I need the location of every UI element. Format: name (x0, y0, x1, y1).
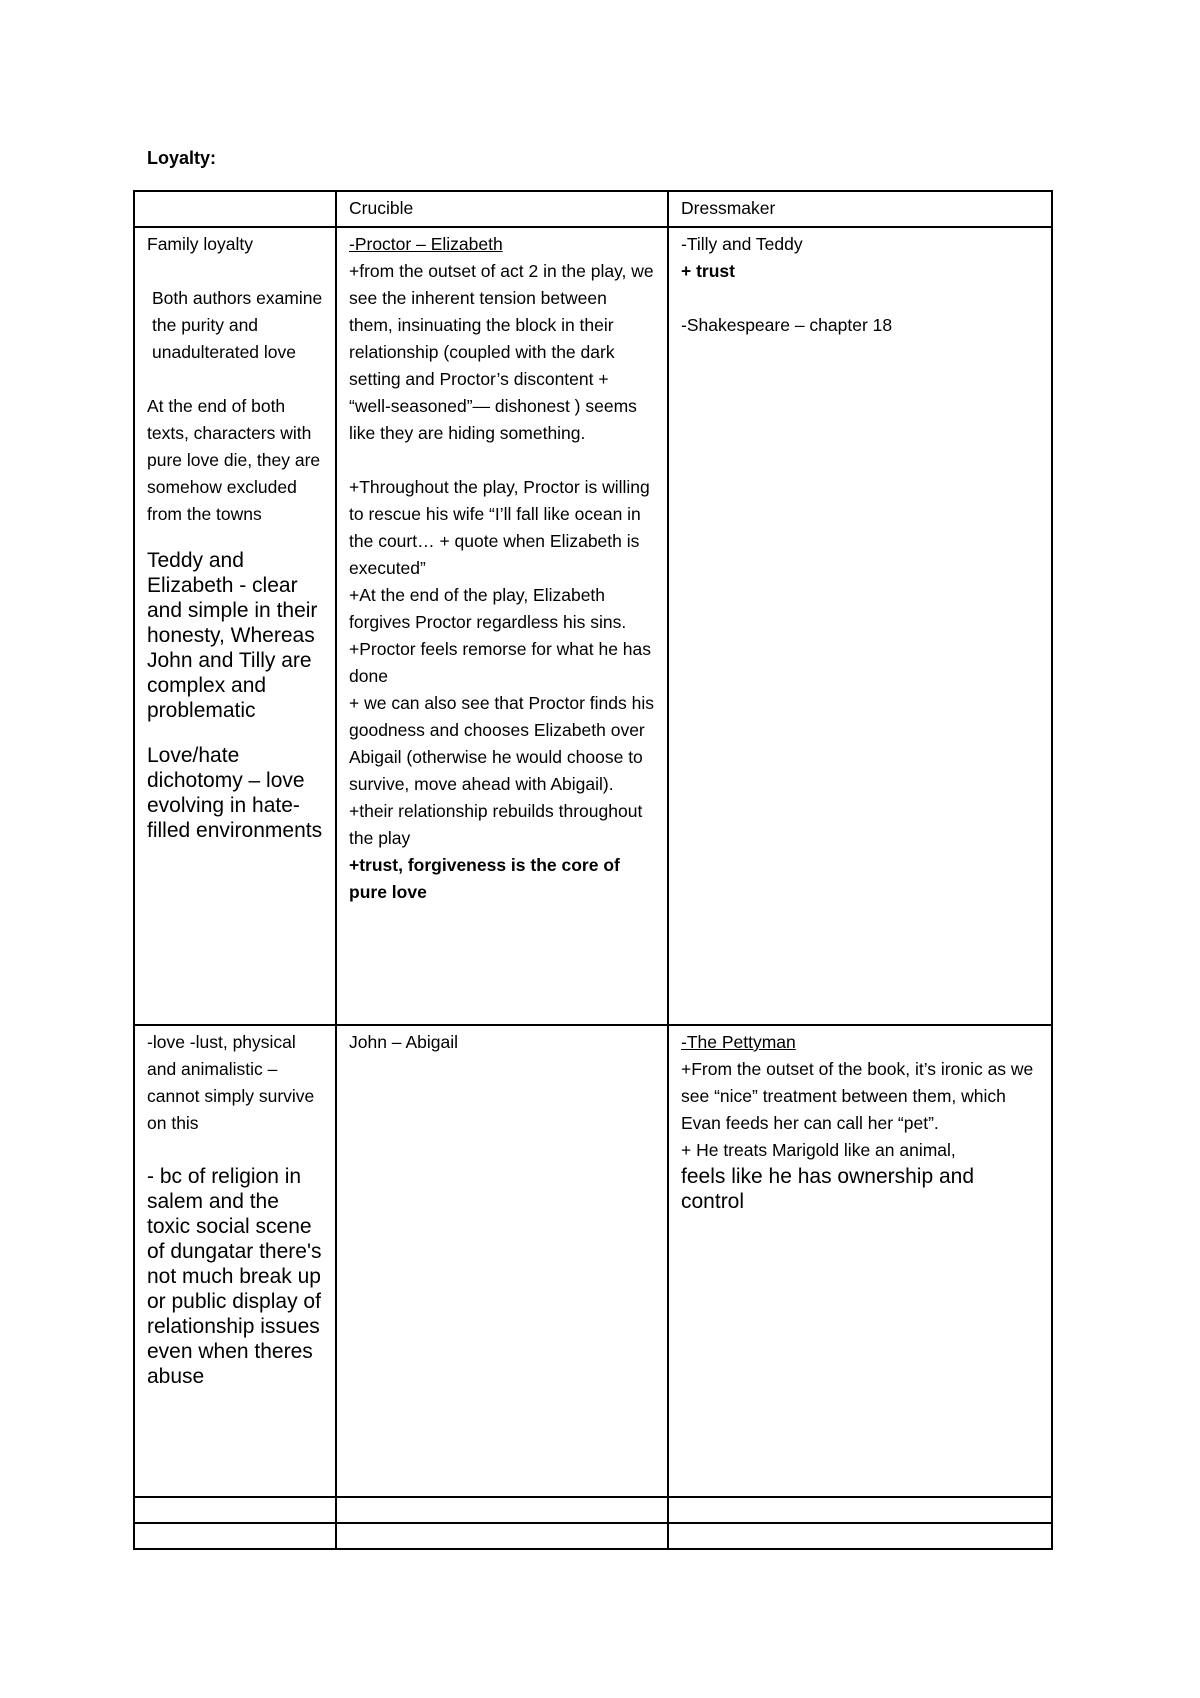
empty-cell (668, 1523, 1052, 1549)
note-text: -love -lust, physical and animalistic – cannot simply survive on this (147, 1032, 315, 1133)
empty-cell (134, 1523, 336, 1549)
crucible-cell (336, 227, 668, 1025)
note-text: +At the end of the play, Elizabeth forgives Proctor regardless his sins. (349, 585, 627, 632)
empty-cell (336, 1497, 668, 1523)
family-loyalty-cell (134, 227, 336, 1025)
empty-row (134, 1497, 1052, 1523)
note-text: +Proctor feels remorse for what he has done (349, 639, 652, 686)
empty-cell (134, 1497, 336, 1523)
header-cell-empty (134, 191, 336, 227)
page-heading: Loyalty: (147, 148, 217, 168)
note-text: + trust (681, 261, 735, 281)
note-text: feels like he has ownership and control (681, 1165, 975, 1213)
dressmaker-cell (668, 227, 1052, 1025)
header-cell-crucible: Crucible (336, 191, 668, 227)
note-text: + we can also see that Proctor finds his goodness and chooses Elizabeth over Abigail (otherwise he would choose to survive, move ahead with Abigail). (349, 693, 654, 794)
love-lust-cell (134, 1025, 336, 1497)
note-text: - bc of religion in salem and the toxic social scene of dungatar there's not much break up or public display of relationship issues even when theres abuse (147, 1165, 322, 1388)
crucible-cell (336, 1025, 668, 1497)
table-row (134, 227, 1052, 1025)
cell-title: -Proctor – Elizabeth (349, 234, 503, 254)
note-text: Teddy and Elizabeth - clear and simple in their honesty, Whereas John and Tilly are complex and problematic (147, 549, 318, 722)
note-text: At the end of both texts, characters with pure love die, they are somehow excluded from the towns (147, 396, 321, 524)
comparison-table (133, 190, 1053, 1550)
note-text: Both authors examine the purity and unadulterated love (152, 288, 323, 362)
empty-row (134, 1523, 1052, 1549)
note-text: + He treats Marigold like an animal, (681, 1140, 956, 1160)
cell-title: John – Abigail (349, 1032, 458, 1052)
table-row (134, 1025, 1052, 1497)
note-text: +their relationship rebuilds throughout the play (349, 801, 643, 848)
row-label: Family loyalty (147, 234, 253, 254)
empty-cell (336, 1523, 668, 1549)
cell-title: -The Pettyman (681, 1032, 796, 1052)
note-text: -Tilly and Teddy (681, 234, 803, 254)
header-cell-dressmaker: Dressmaker (668, 191, 1052, 227)
header-row (134, 191, 1052, 227)
note-text: +trust, forgiveness is the core of pure love (349, 855, 620, 902)
note-text: Love/hate dichotomy – love evolving in hate-filled environments (147, 744, 323, 842)
note-text: +From the outset of the book, it’s ironic as we see “nice” treatment between them, which Evan feeds her can call her “pet”. (681, 1059, 1034, 1133)
note-text: +from the outset of act 2 in the play, we see the inherent tension between them, insinuating the block in their relationship (coupled with the dark setting and Proctor’s discontent + “well-seasoned”— dishonest ) seems like they are hiding something. (349, 261, 654, 443)
note-text: +Throughout the play, Proctor is willing to rescue his wife “I’ll fall like ocean in the court… + quote when Elizabeth is executed” (349, 477, 650, 578)
note-text: -Shakespeare – chapter 18 (681, 315, 893, 335)
empty-cell (668, 1497, 1052, 1523)
dressmaker-cell (668, 1025, 1052, 1497)
